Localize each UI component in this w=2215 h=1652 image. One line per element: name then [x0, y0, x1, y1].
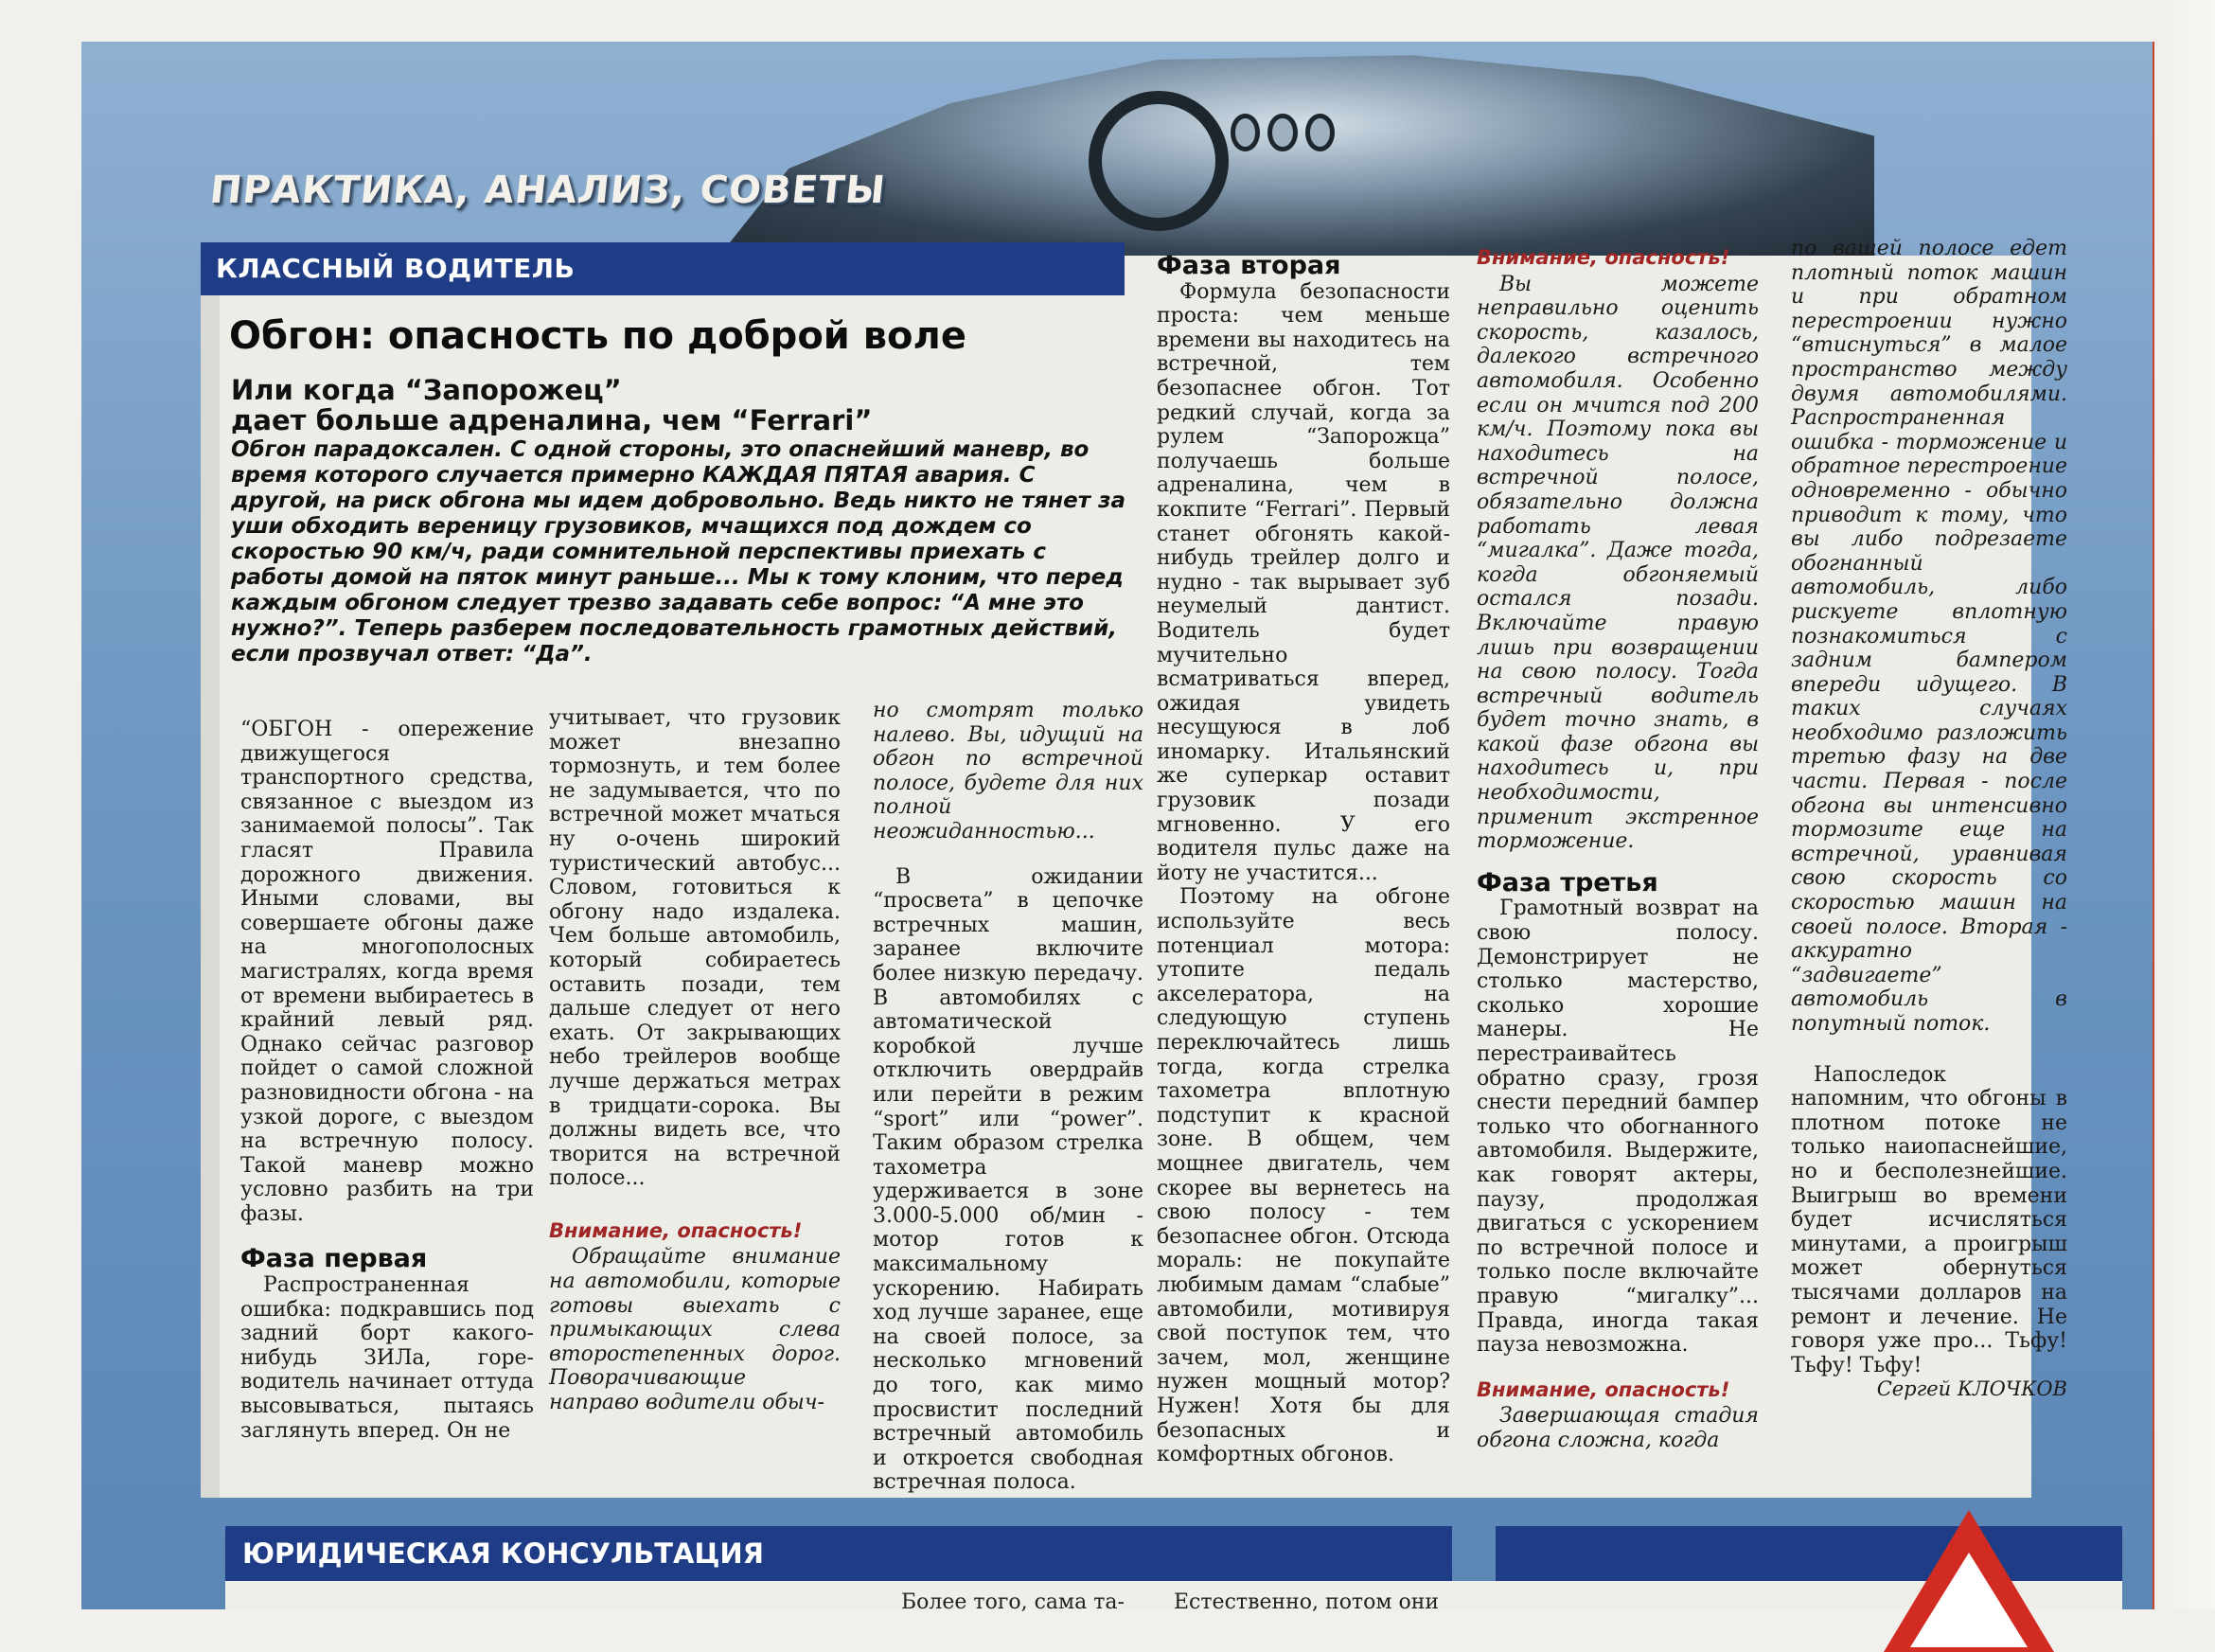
rubric-banner: КЛАССНЫЙ ВОДИТЕЛЬ [201, 242, 1125, 295]
subhead-line-2: дает больше адреналина, чем “Ferrari” [231, 404, 873, 436]
paragraph: Напоследок напомним, что обгоны в плотном потоке не только наиопаснейшие, но и бесполезнейшие. Выигрыш во времени будет исчисляться минутами, а проигрыш может обернуться тысячами долларов на ремонт и лечение. Не говоря уже про... Тьфу! Тьфу! Тьфу! [1791, 1062, 2067, 1377]
text-column-6 [1791, 237, 2067, 1402]
warning-text-continued: по вашей полосе едет плотный поток машин и при обратном перестроении нужно “втиснуться” в малое пространство между двумя автомобилями. Распространенная ошибка - торможение и обратное перестроение одновременно - обычно приводит к тому, что вы либо подрезаете обогнанный автомобиль, либо рискуете вплотную познакомиться с задним бампером впереди идущего. В таких случаях необходимо разложить третью фазу на две части. Первая - после обгона вы интенсивно тормозите еще на встречной, уравнивая свою скорость со скоростью машин на своей полосе. Вторая - аккуратно “задвигаете” автомобиль в попутный поток. [1791, 237, 2067, 1036]
steering-wheel-image [1089, 91, 1229, 231]
subhead-line-1: Или когда “Запорожец” [231, 374, 622, 406]
paragraph: Грамотный возврат на свою полосу. Демонстрирует не столько мастерство, сколько хорошие манеры. Не перестраивайтесь обратно сразу, грозя снести передний бампер только что обогнанного автомобиля. Выдержите, как говорят актеры, паузу, продолжая двигаться с ускорением по встречной полосе и только после включайте правую “мигалку”... Правда, иногда такая пауза невозможна. [1477, 897, 1759, 1358]
paragraph: В ожидании “просвета” в цепочке встречных машин, заранее включите более низкую передачу. В автомобилях с автоматической коробкой лучше отключить овердрайв или перейти в режим “sport” или “power”. Таким образом стрелка тахометра удерживается в зоне 3.000-5.000 об/мин - мотор готов к максимальному ускорению. Набирать ход лучше заранее, еще на своей полосе, за несколько мгновений до того, как мимо просвистит последний встречный автомобиль и откроется свободная встречная полоса. [873, 864, 1143, 1495]
warning-heading-3: Внимание, опасность! [1477, 1377, 1730, 1401]
warning-text-continued: но смотрят только налево. Вы, идущий на обгон по встречной полосе, будете для них полной неожиданностью... [873, 699, 1143, 844]
phase-2-heading: Фаза вторая [1157, 251, 1341, 280]
paragraph: учитывает, что грузовик может внезапно тормознуть, и тем более не задумывается, что по встречной может мчаться ну о-очень широкий туристический автобус... Словом, готовиться к обгону надо издалека. Чем больше автомобиль, который собираетесь оставить позади, тем дальше следует от него ехать. От закрывающих небо трейлеров вообще лучше держаться метрах в тридцати-сорока. Вы должны видеть все, что творится на встречной полосе... [549, 706, 841, 1191]
next-article-fragment-1: Более того, сама та- [901, 1590, 1125, 1614]
page-shadow [2158, 0, 2215, 1609]
warning-sign-inner [1910, 1553, 2028, 1647]
text-column-2 [549, 706, 841, 1415]
warning-heading-2: Внимание, опасность! [1477, 246, 1730, 269]
author-signature: Сергей КЛОЧКОВ [1876, 1377, 2067, 1401]
phase-3-heading: Фаза третья [1477, 867, 1658, 897]
text-column-5 [1477, 242, 1759, 1453]
warning-text-1: Обращайте внимание на автомобили, которые готовы выехать с примыкающих слева второстепенных дорог. Поворачивающие направо водители обыч- [549, 1245, 841, 1415]
section-title: ПРАКТИКА, АНАЛИЗ, СОВЕТЫ [207, 169, 888, 212]
warning-text-2: Вы можете неправильно оценить скорость, казалось, далекого встречного автомобиля. Особенно если он мчится под 200 км/ч. Поэтому пока вы находитесь на встречной полосе, обязательно должна работать левая “мигалка”. Даже тогда, когда обгоняемый остался позади. Включайте правую лишь при возвращении на свою полосу. Тогда встречный водитель будет точно знать, в какой фазе обгона вы находитесь и, при необходимости, применит экстренное торможение. [1477, 272, 1759, 854]
warning-heading-1: Внимание, опасность! [549, 1218, 803, 1242]
paragraph: Распространенная ошибка: подкравшись под задний борт какого-нибудь ЗИЛа, горе-водитель начинает оттуда высовываться, пытаясь заглянуть вперед. Он не [240, 1273, 534, 1443]
text-column-1 [240, 718, 534, 1443]
dashboard-gauges-image [1231, 114, 1335, 161]
phase-1-heading: Фаза первая [240, 1244, 428, 1274]
paragraph: “ОБГОН - опережение движущегося транспортного средства, связанное с выездом из занимаемой полосы”. Так гласят Правила дорожного движения. Иными словами, вы совершаете обгоны даже на многополосных магистралях, когда время от времени выбираетесь в крайний левый ряд. Однако сейчас разговор пойдет о самой сложной разновидности обгона - на узкой дороге, с выездом на встречную полосу. Такой маневр можно условно разбить на три фазы. [240, 718, 534, 1226]
article-subhead [231, 375, 1083, 435]
legal-consultation-banner: ЮРИДИЧЕСКАЯ КОНСУЛЬТАЦИЯ [225, 1526, 1452, 1581]
paragraph: Формула безопасности проста: чем меньше времени вы находитесь на встречной, тем безопаснее обгон. Тот редкий случай, когда за рулем “Запорожца” получаешь больше адреналина, чем в кокпите “Ferrari”. Первый станет обгонять какой-нибудь трейлер долго и нудно - так вырывает зуб неумелый дантист. Водитель будет мучительно всматриваться вперед, ожидая увидеть несущуюся в лоб иномарку. Итальянский же суперкар оставит грузовик позади мгновенно. У его водителя пульс даже на йоту не участится... [1157, 279, 1450, 885]
next-article-fragment-2: Естественно, потом они [1174, 1590, 1440, 1614]
paragraph: Поэтому на обгоне используйте весь потенциал мотора: утопите педаль акселератора, на следующую ступень переключайтесь лишь тогда, когда стрелка тахометра вплотную подступит к красной зоне. В общем, чем мощнее двигатель, чем скорее вы вернетесь на свою полосу - тем безопаснее обгон. Отсюда мораль: не покупайте любимым дамам “слабые” автомобили, мотивируя свой поступок тем, что зачем, мол, женщине нужен мощный мотор? Нужен! Хотя бы для безопасных и комфортных обгонов. [1157, 885, 1450, 1467]
article-headline: Обгон: опасность по доброй воле [229, 314, 966, 358]
text-column-3 [873, 699, 1143, 1495]
article-lead: Обгон парадоксален. С одной стороны, это опаснейший маневр, во время которого случается примерно КАЖДАЯ ПЯТАЯ авария. С другой, на риск обгона мы идем добровольно. Ведь никто не тянет за уши обходить вереницу грузовиков, мчащихся под дождем со скоростью 90 км/ч, ради сомнительной перспективы приехать с работы домой на пяток минут раньше... Мы к тому клоним, что перед каждым обгоном следует трезво задавать себе вопрос: “А мне это нужно?”. Теперь разберем последовательность грамотных действий, если прозвучал ответ: “Да”. [231, 437, 1125, 666]
text-column-4 [1157, 248, 1450, 1467]
warning-text-3: Завершающая стадия обгона сложна, когда [1477, 1404, 1759, 1452]
